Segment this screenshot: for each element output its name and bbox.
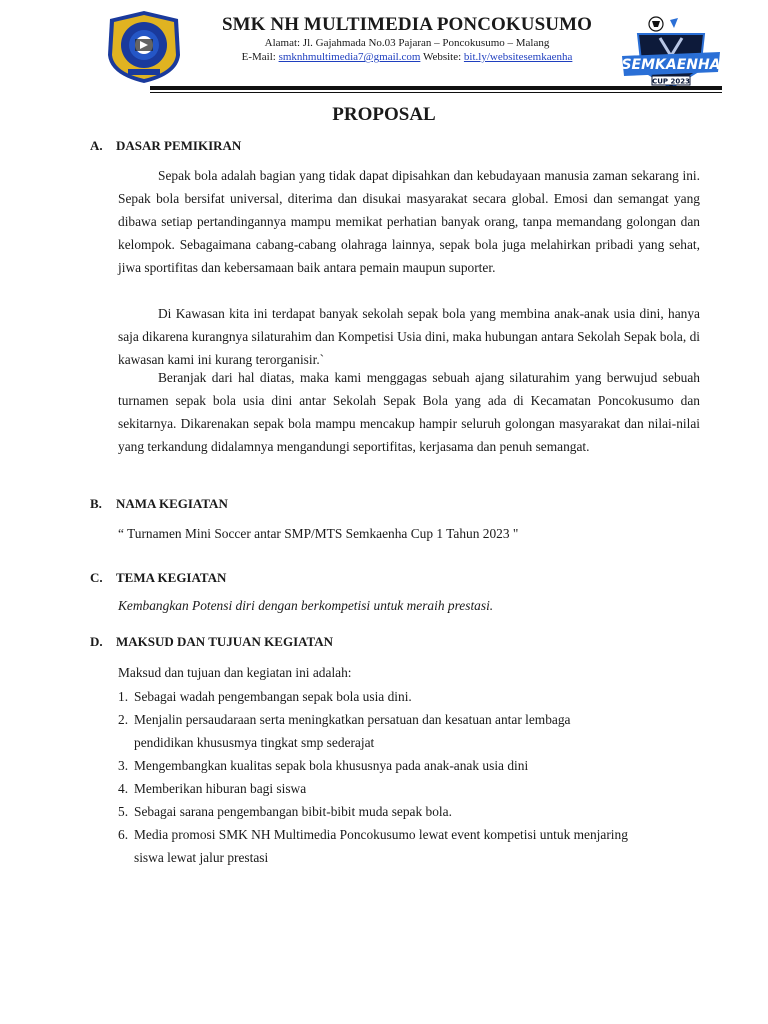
objectives-list [118,685,718,869]
school-name: SMK NH MULTIMEDIA PONCOKUSUMO [221,14,593,35]
section-a-letter: A. [90,138,103,153]
event-logo-subtext: CUP 2023 [652,77,690,86]
section-a-title: DASAR PEMIKIRAN [116,138,242,153]
letterhead-text [196,14,618,64]
email-label: E-Mail: [241,51,276,63]
section-c-heading [90,570,226,586]
contact-line [196,50,618,64]
list-item: 5. Sebagai sarana pengembangan bibit-bibit muda sepak bola. [118,804,452,819]
list-item: 2. Menjalin persaudaraan serta meningkatkan persatuan dan kesatuan antar lembaga pendidikan khususmya tingkat smp sederajat [118,712,571,750]
section-a-paragraph-2: Di Kawasan kita ini terdapat banyak sekolah sepak bola yang membina anak-anak usia dini, hanya saja dikarena kurangnya silaturahim dan Kompetisi Usia dini, maka hubungan antara Sekolah Sepak bola, di kawasan kami ini kurang terorganisir.` [118,306,700,367]
website-label: Website: [422,51,462,63]
list-item: 3. Mengembangkan kualitas sepak bola khususnya pada anak-anak usia dini [118,758,529,773]
objectives-intro: Maksud dan tujuan dan kegiatan ini adalah: [118,665,352,680]
section-c-letter: C. [90,570,103,585]
section-d-title: MAKSUD DAN TUJUAN KEGIATAN [116,634,334,649]
document-title: PROPOSAL [332,104,436,125]
header-rule-thin [150,92,722,93]
school-address: Alamat: Jl. Gajahmada No.03 Pajaran – Poncokusumo – Malang [264,37,550,49]
section-a-paragraph-3: Beranjak dari hal diatas, maka kami menggagas sebuah ajang silaturahim yang berwujud sebuah turnamen sepak bola usia dini antar Sekolah Sepak Bola yang ada di Kecamatan Poncokusumo dan sekitarnya. Dikarenakan sepak bola mampu mencakup hampir seluruh golongan masyarakat dan nilai-nilai yang terkandung didalamnya mengandungi seportifitas, kerjasama dan penuh semangat. [118,370,700,454]
website-link[interactable]: bit.ly/websitesemkaenha [463,51,573,63]
section-a-paragraph-1: Sepak bola adalah bagian yang tidak dapat dipisahkan dan kebudayaan manusia zaman sekarang ini. Sepak bola bersifat universal, diterima dan disukai masyarakat secara global. Emosi dan semangat yang dibawa setiap pertandingannya mampu memikat perhatian banyak orang, tanpa memandang golongan dan kelompok. Sebagaimana cabang-cabang olahraga lainnya, sepak bola juga melahirkan pribadi yang sehat, jiwa sportifitas dan kebersamaan baik antara pemain maupun suporter. [118,168,700,275]
section-b-heading [90,496,228,512]
section-b-letter: B. [90,496,102,511]
event-logo-text: SEMKAENHA [621,57,721,73]
section-a-heading [90,138,241,154]
section-b-title: NAMA KEGIATAN [116,496,228,511]
email-link[interactable]: smknhmultimedia7@gmail.com [278,51,421,63]
section-d-letter: D. [90,634,103,649]
list-item: 1. Sebagai wadah pengembangan sepak bola usia dini. [118,689,412,704]
school-logo [104,9,184,85]
section-d-heading [90,634,333,650]
event-name: “ Turnamen Mini Soccer antar SMP/MTS Semkaenha Cup 1 Tahun 2023 " [118,526,519,541]
header-rule-thick [150,86,722,90]
event-theme: Kembangkan Potensi diri dengan berkompetisi untuk meraih prestasi. [118,598,494,613]
list-item: 4. Memberikan hiburan bagi siswa [118,781,307,796]
letterhead [0,0,768,100]
section-c-title: TEMA KEGIATAN [116,570,227,585]
event-logo [618,16,724,92]
list-item: 6. Media promosi SMK NH Multimedia Poncokusumo lewat event kompetisi untuk menjaring siswa lewat jalur prestasi [118,827,628,865]
